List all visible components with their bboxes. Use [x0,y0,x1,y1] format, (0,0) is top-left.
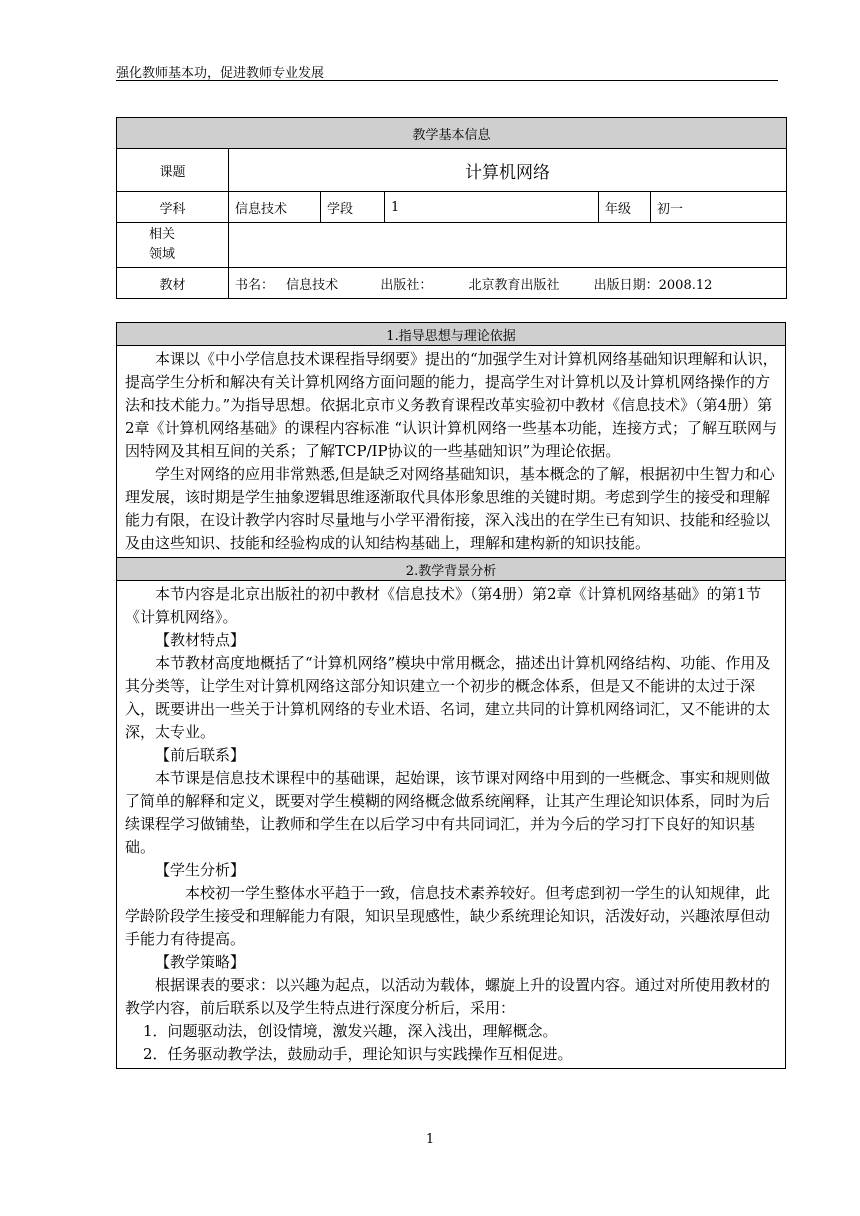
textbook-label: 教材 [117,268,229,299]
strategy-item: 1．问题驱动法，创设情境，激发兴趣，深入浅出，理解概念。 [143,1022,558,1040]
section1-body [117,346,786,558]
section2-paragraph: 本节课是信息技术课程中的基础课，起始课，该节课对网络中用到的一些概念、事实和规则做了简单的解释和定义，既要对学生模糊的网络概念做系统阐释，让其产生理论知识体系，同时为后续课程学习做铺垫，让教师和学生在以后学习中有共同词汇，并为今后的学习打下良好的知识基础。 [125,769,771,856]
basic-info-table [116,117,787,299]
pubdate: 2008.12 [658,277,713,293]
section2-paragraph: 根据课表的要求：以兴趣为起点，以活动为载体，螺旋上升的设置内容。通过对所使用教材的教学内容，前后联系以及学生特点进行深度分析后，采用： [125,976,771,1017]
grade-label: 年级 [599,192,651,223]
section1-paragraph: 本课以《中小学信息技术课程指导纲要》提出的“加强学生对计算机网络基础知识理解和认识，提高学生分析和解决有关计算机网络方面问题的能力，提高学生对计算机以及计算机网络操作的方法和技术能力。”为指导思想。依据北京市义务教育课程改革实验初中教材《信息技术》（第4册）第2章《计算机网络基础》的课程内容标准 “认识计算机网络一些基本功能，连接方式；了解互联网与因特网及其相互间的关系；了解TCP/IP协议的一些基础知识”为理论依据。 [125,350,778,460]
info-table-heading: 教学基本信息 [117,118,787,149]
topic-label: 课题 [117,149,229,192]
textbook-details [229,268,787,299]
subject-value: 信息技术 [229,192,321,223]
subheading-connections: 【前后联系】 [155,746,246,764]
section2-paragraph: 本节教材高度地概括了“计算机网络”模块中常用概念，描述出计算机网络结构、功能、作用及其分类等，让学生对计算机网络这部分知识建立一个初步的概念体系，但是又不能讲的太过于深入，既要讲出一些关于计算机网络的专业术语、名词，建立共同的计算机网络词汇，又不能讲的太深，太专业。 [125,654,771,741]
section1-heading: 1.指导思想与理论依据 [117,323,786,346]
topic-value: 计算机网络 [229,149,787,192]
publisher: 北京教育出版社 [468,277,560,293]
subheading-student-analysis: 【学生分析】 [155,861,246,879]
section2-heading: 2.教学背景分析 [117,558,786,581]
book-name-label: 书名： [235,277,275,293]
strategy-item: 2．任务驱动教学法，鼓励动手，理论知识与实践操作互相促进。 [143,1045,573,1063]
header-slogan: 强化教师基本功，促进教师专业发展 [116,66,325,81]
section2-paragraph: 本校初一学生整体水平趋于一致，信息技术素养较好。但考虑到初一学生的认知规律，此学龄阶段学生接受和理解能力有限，知识呈现感性，缺少系统理论知识，活泼好动，兴趣浓厚但动手能力有待提高。 [125,884,771,948]
section1-paragraph: 学生对网络的应用非常熟悉,但是缺乏对网络基础知识，基本概念的了解，根据初中生智力和心理发展，该时期是学生抽象逻辑思维逐渐取代具体形象思维的关键时期。考虑到学生的接受和理解能力有限，在设计教学内容时尽量地与小学平滑衔接，深入浅出的在学生已有知识、技能和经验以及由这些知识、技能和经验构成的认知结构基础上，理解和建构新的知识技能。 [125,465,775,552]
grade-value: 初一 [651,192,787,223]
pubdate-label: 出版日期： [593,277,659,293]
subheading-teaching-strategy: 【教学策略】 [155,953,246,971]
publisher-label: 出版社： [380,277,433,293]
subheading-textbook-features: 【教材特点】 [155,631,246,649]
stage-label: 学段 [321,192,385,223]
header-divider [116,80,778,81]
analysis-table [116,322,786,1069]
section2-paragraph: 本节内容是北京出版社的初中教材《信息技术》（第4册）第2章《计算机网络基础》的第1节《计算机网络》。 [125,585,762,626]
stage-value: 1 [385,192,599,223]
field-value [229,223,787,268]
field-label: 相关 领域 [117,223,229,268]
subject-label: 学科 [117,192,229,223]
book-name: 信息技术 [286,277,339,293]
section2-body [117,581,786,1069]
page-number: 1 [425,1132,435,1147]
